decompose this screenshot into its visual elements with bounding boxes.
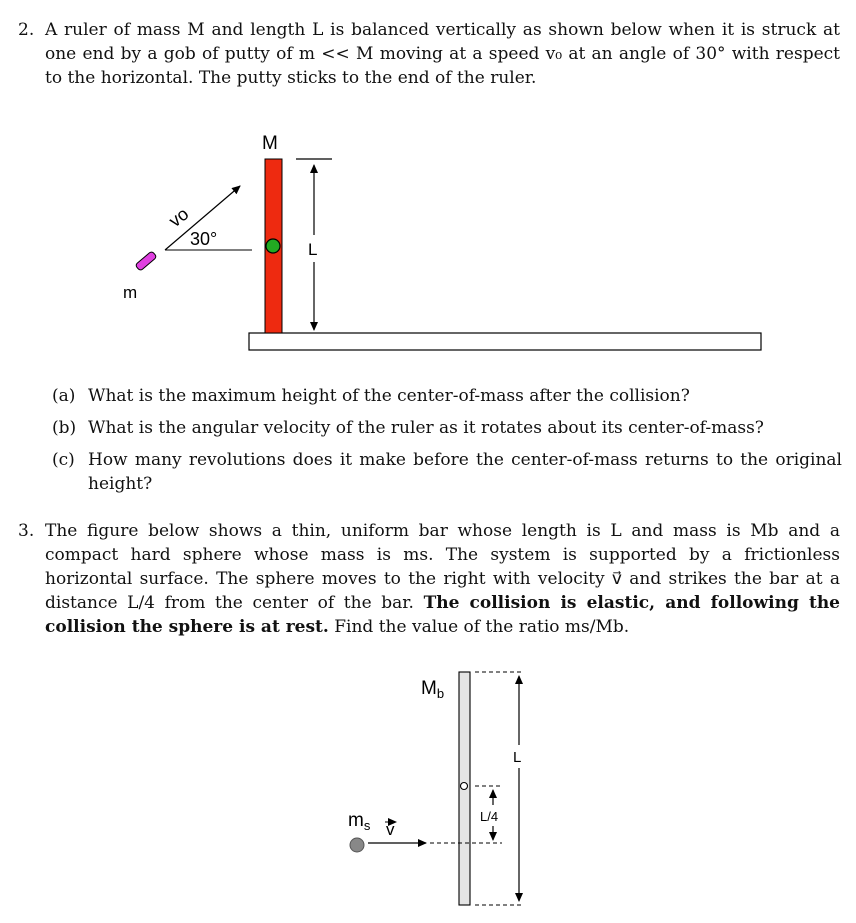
part-c-label: (c) — [52, 450, 75, 470]
center-of-mass-dot — [266, 239, 280, 253]
problem-2-text: A ruler of mass M and length L is balanced vertically as shown below when it is struck at one end by a gob of putty of m << M moving at a speed v₀ at an angle of 30° with respect to the horizontal. The putty sticks to the end of the ruler. — [45, 20, 840, 88]
base-plate — [249, 333, 761, 350]
part-a-text: What is the maximum height of the center-of-mass after the collision? — [88, 386, 690, 406]
label-vo: vo — [165, 203, 193, 232]
figure-ruler — [0, 120, 856, 360]
problem-3-number: 3. — [18, 521, 35, 541]
label-L4: L/4 — [480, 809, 499, 824]
part-a-label: (a) — [52, 386, 76, 406]
part-a — [52, 384, 842, 408]
label-m: m — [123, 283, 138, 302]
problem-3-text-plain: The figure below shows a thin, uniform bar whose length is L and mass is Mb and a compact hard sphere whose mass is ms. The system is supported by a frictionless horizontal surface. The sphere moves to the right with velocity v⃗ and strikes the bar at a distance L/4 from the center of the bar. — [45, 521, 840, 613]
label-ms-sub: s — [363, 818, 371, 833]
part-b — [52, 416, 842, 440]
problem-3-text-end: Find the value of the ratio ms/Mb. — [334, 617, 630, 637]
problem-3-text-bold: The collision is elastic, and following the collision the sphere is at rest. — [45, 593, 840, 637]
part-c-text: How many revolutions does it make before the center-of-mass returns to the original height? — [88, 450, 842, 494]
sphere — [350, 838, 364, 852]
figure-bar-sphere — [0, 665, 856, 920]
problem-3-text — [45, 519, 840, 639]
part-c — [52, 448, 842, 496]
problem-2-parts — [52, 384, 842, 504]
label-Mb-sub: b — [436, 686, 445, 701]
label-L-bar: L — [513, 749, 522, 766]
part-b-text: What is the angular velocity of the ruler as it rotates about its center-of-mass? — [88, 418, 764, 438]
problem-2-number: 2. — [18, 20, 35, 40]
label-ms: $m_s$ — [348, 810, 371, 833]
bar-center-dot — [461, 783, 468, 790]
label-angle: 30° — [190, 229, 218, 249]
part-b-label: (b) — [52, 418, 77, 438]
label-Mb: $M_b$ — [421, 678, 445, 701]
label-L: L — [308, 240, 318, 259]
label-M: M — [262, 133, 278, 154]
problem-2 — [18, 18, 840, 90]
problem-3 — [18, 519, 840, 639]
label-v: v — [386, 820, 395, 839]
putty — [135, 251, 157, 271]
